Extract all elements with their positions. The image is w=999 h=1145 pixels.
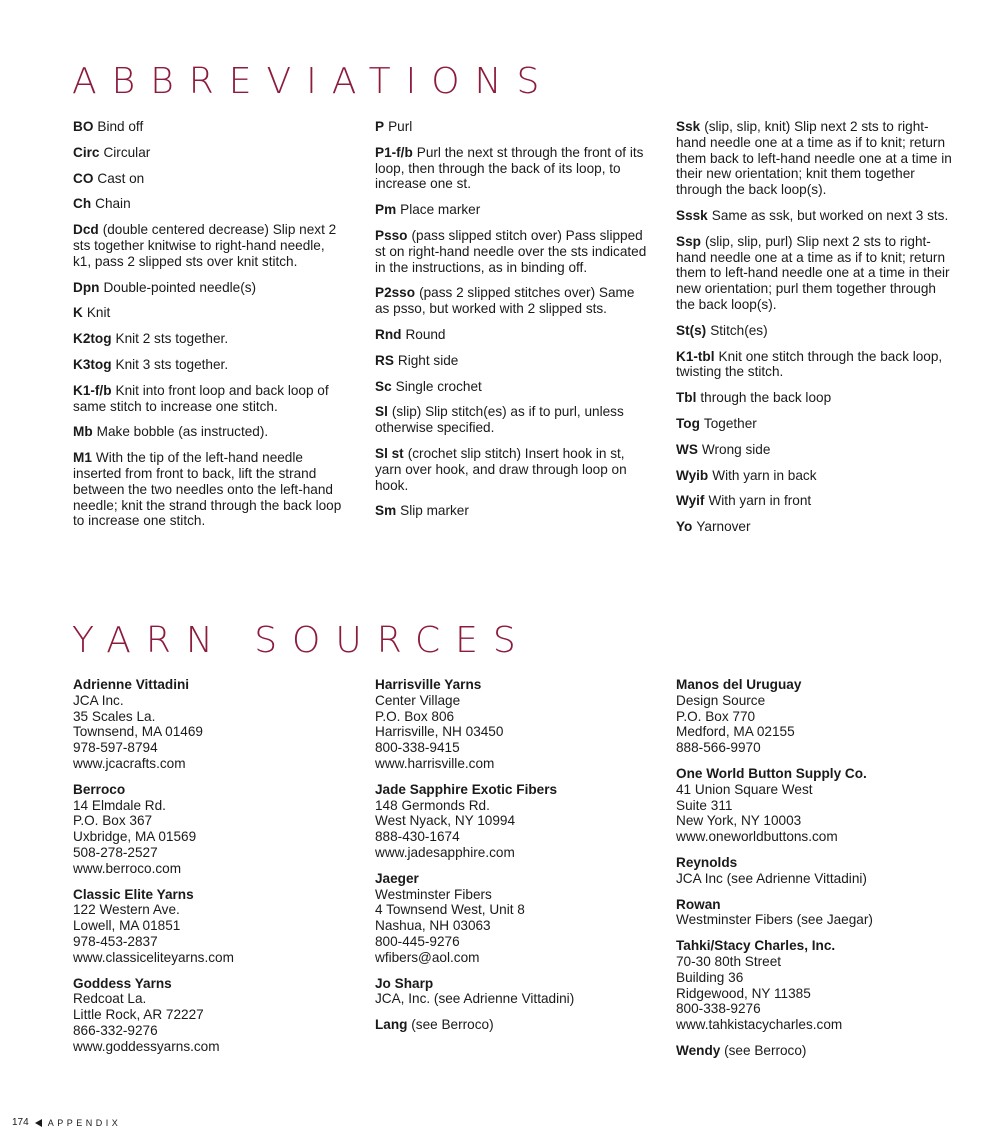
abbreviation-term: Dcd [73,222,99,238]
abbreviation-entry [676,493,956,509]
abbreviation-entry [73,450,343,529]
abbreviations-column-2 [375,119,650,529]
yarn-source-detail-line: www.jadesapphire.com [375,844,515,860]
yarn-source-title-line [676,1043,956,1059]
abbreviation-term: Wyib [676,467,709,483]
abbreviation-definition: (slip) Slip stitch(es) as if to purl, unless otherwise specified. [375,404,624,436]
abbreviations-column-1 [73,119,343,539]
abbreviation-entry [375,379,650,395]
yarn-source-detail-line: wfibers@aol.com [375,949,480,965]
yarn-source-title-line [375,782,650,798]
yarn-source-entry [375,976,650,1008]
yarn-sources-column-3 [676,677,956,1069]
yarn-source-entry [375,782,650,861]
yarn-source-entry [73,782,343,877]
abbreviation-definition: through the back loop [700,390,832,406]
yarn-source-detail-line: Building 36 [676,969,744,985]
abbreviation-entry [73,280,343,296]
yarn-source-detail-line: Little Rock, AR 72227 [73,1007,204,1023]
abbreviation-term: St(s) [676,322,707,338]
yarn-source-entry [73,677,343,772]
abbreviation-entry [73,145,343,161]
abbreviation-entry [375,228,650,275]
abbreviation-entry [375,503,650,519]
abbreviation-entry [375,353,650,369]
abbreviation-definition: Right side [397,352,459,368]
abbreviation-definition: Circular [103,144,151,160]
abbreviation-entry [676,208,956,224]
yarn-source-detail-line: Westminster Fibers (see Jaegar) [676,912,873,928]
yarn-source-name: Goddess Yarns [73,975,172,991]
yarn-source-detail-line: 888-566-9970 [676,740,761,756]
yarn-source-detail-line: 800-338-9415 [375,740,460,756]
abbreviation-definition: Knit 2 sts together. [115,331,229,347]
yarn-source-entry [73,887,343,966]
yarn-source-name: One World Button Supply Co. [676,765,867,781]
abbreviation-entry [73,222,343,269]
abbreviation-definition: Same as ssk, but worked on next 3 sts. [711,207,949,223]
yarn-source-detail-line: Center Village [375,692,461,708]
yarn-source-title-line [676,677,956,693]
abbreviation-definition: Knit one stitch through the back loop, twisting the stitch. [676,348,943,380]
abbreviation-definition: (slip, slip, knit) Slip next 2 sts to right-hand needle one at a time as if to knit; return them back to left-hand needle one at a time in their new orientation; knit them together through the back loop(s). [676,119,952,198]
yarn-source-detail-line: www.jcacrafts.com [73,755,186,771]
abbreviation-definition: Slip marker [400,503,469,519]
yarn-sources-column-1 [73,677,343,1065]
yarn-source-title-line [375,871,650,887]
yarn-source-entry [375,1017,650,1033]
abbreviation-entry [676,519,956,535]
yarn-source-detail-line: JCA Inc (see Adrienne Vittadini) [676,870,867,886]
yarn-source-detail-line: Lowell, MA 01851 [73,918,181,934]
yarn-source-detail-line: Medford, MA 02155 [676,724,795,740]
yarn-source-entry [676,766,956,845]
abbreviation-definition: With the tip of the left-hand needle inserted from front to back, lift the strand between the two needles onto the left-hand needle; knit the strand through the back loop to increase one stitch. [73,450,342,529]
abbreviation-entry [375,202,650,218]
abbreviation-term: K3tog [73,356,112,372]
abbreviation-entry [73,383,343,415]
abbreviation-term: P1-f/b [375,144,413,160]
abbreviation-term: Yo [676,519,693,535]
yarn-source-detail-line: Ridgewood, NY 11385 [676,985,811,1001]
yarn-source-name: Tahki/Stacy Charles, Inc. [676,938,836,954]
left-arrow-icon [35,1119,42,1127]
abbreviation-term: Ssk [676,119,701,134]
yarn-source-detail-line: Harrisville, NH 03450 [375,724,504,740]
yarn-source-title-line [375,677,650,693]
yarn-source-title-line [676,766,956,782]
abbreviation-term: RS [375,352,394,368]
abbreviation-entry [73,196,343,212]
page-number: 174 [12,1117,29,1128]
yarn-source-detail-line: Design Source [676,692,766,708]
abbreviations-heading: ABBREVIATIONS [72,61,555,102]
abbreviation-entry [676,234,956,313]
yarn-source-detail-line: www.oneworldbuttons.com [676,829,838,845]
yarn-source-detail-line: Westminster Fibers [375,886,492,902]
yarn-source-title-line [375,1017,650,1033]
yarn-source-entry [375,871,650,966]
abbreviation-term: Sl [375,404,388,420]
yarn-source-name: Manos del Uruguay [676,677,802,692]
yarn-source-name: Lang [375,1017,408,1033]
yarn-source-title-line [73,677,343,693]
abbreviation-definition: Round [405,326,446,342]
abbreviation-term: Sl st [375,445,404,461]
abbreviation-term: WS [676,441,698,457]
abbreviation-entry [73,357,343,373]
abbreviation-term: Wyif [676,493,705,509]
yarn-source-detail-line: 41 Union Square West [676,781,813,797]
abbreviation-entry [73,119,343,135]
yarn-source-entry [676,897,956,929]
abbreviation-term: Circ [73,144,100,160]
yarn-source-title-line [676,938,956,954]
yarn-source-name: Jaeger [375,870,419,886]
abbreviation-term: Tbl [676,390,697,406]
abbreviation-definition: Knit 3 sts together. [115,356,229,372]
yarn-source-detail-line: JCA Inc. [73,692,124,708]
abbreviation-entry [375,119,650,135]
abbreviation-term: Rnd [375,326,402,342]
abbreviation-term: Tog [676,415,700,431]
abbreviation-definition: Make bobble (as instructed). [96,424,269,440]
abbreviation-term: Dpn [73,279,100,295]
yarn-source-detail-line: 978-597-8794 [73,740,158,756]
abbreviation-entry [676,323,956,339]
yarn-source-detail-line: Townsend, MA 01469 [73,724,203,740]
yarn-source-detail-line: 888-430-1674 [375,829,460,845]
yarn-source-detail-line: 800-445-9276 [375,933,460,949]
yarn-source-name: Classic Elite Yarns [73,886,194,902]
yarn-source-name: Rowan [676,896,721,912]
abbreviation-definition: (double centered decrease) Slip next 2 sts together knitwise to right-hand needle, k1, pass 2 slipped sts over knit stitch. [73,222,337,269]
yarn-source-detail-line: 122 Western Ave. [73,902,180,918]
yarn-source-detail-line: 148 Germonds Rd. [375,797,490,813]
abbreviation-definition: Cast on [97,170,145,186]
yarn-source-detail-line: 14 Elmdale Rd. [73,797,166,813]
yarn-source-detail-line: Uxbridge, MA 01569 [73,829,197,845]
abbreviations-column-3 [676,119,956,545]
yarn-source-name: Jade Sapphire Exotic Fibers [375,781,558,797]
abbreviation-term: BO [73,119,94,134]
yarn-source-detail-line: www.classiceliteyarns.com [73,949,234,965]
abbreviation-definition: (slip, slip, purl) Slip next 2 sts to right-hand needle one at a time as if to knit; return them to left-hand needle one at a time in their new orientation; purl them together through the back loop(s). [676,233,950,312]
abbreviation-definition: Place marker [400,202,481,218]
abbreviation-entry [375,327,650,343]
abbreviation-definition: Single crochet [395,378,482,394]
abbreviation-term: Ssp [676,233,701,249]
abbreviation-definition: Knit [86,305,111,321]
abbreviation-term: P2sso [375,285,416,301]
yarn-source-title-line [73,976,343,992]
abbreviation-entry [73,305,343,321]
yarn-source-detail-line: www.tahkistacycharles.com [676,1017,843,1033]
yarn-source-name: Berroco [73,781,126,797]
abbreviation-entry [676,416,956,432]
abbreviation-definition: Double-pointed needle(s) [103,279,257,295]
yarn-source-detail-line: 508-278-2527 [73,844,158,860]
yarn-source-note: (see Berroco) [724,1042,807,1058]
abbreviation-entry [676,119,956,198]
abbreviation-term: P [375,119,385,134]
yarn-source-detail-line: www.goddessyarns.com [73,1038,220,1054]
yarn-source-title-line [73,782,343,798]
abbreviation-definition: Chain [95,196,131,212]
abbreviation-definition: Knit into front loop and back loop of same stitch to increase one stitch. [73,382,329,414]
abbreviation-term: K1-tbl [676,348,715,364]
yarn-source-detail-line: P.O. Box 806 [375,708,455,724]
abbreviation-definition: With yarn in back [712,467,817,483]
abbreviation-definition: Yarnover [696,519,751,535]
abbreviation-definition: (pass slipped stitch over) Pass slipped st on right-hand needle over the sts indicated in the instructions, as in binding off. [375,227,647,275]
abbreviation-term: K1-f/b [73,382,112,398]
abbreviation-definition: Wrong side [701,441,771,457]
abbreviation-entry [73,424,343,440]
abbreviation-entry [73,331,343,347]
yarn-source-title-line [676,897,956,913]
abbreviation-entry [676,349,956,381]
abbreviation-definition: Stitch(es) [710,322,768,338]
abbreviation-term: Psso [375,227,408,243]
abbreviation-entry [676,442,956,458]
yarn-source-detail-line: www.harrisville.com [375,755,495,771]
page-footer [12,1117,121,1128]
yarn-source-detail-line: West Nyack, NY 10994 [375,813,516,829]
yarn-source-name: Reynolds [676,854,738,870]
yarn-source-name: Jo Sharp [375,975,434,991]
yarn-source-name: Harrisville Yarns [375,677,482,692]
yarn-sources-column-2 [375,677,650,1043]
yarn-source-detail-line: 35 Scales La. [73,708,156,724]
yarn-source-detail-line: 978-453-2837 [73,933,158,949]
yarn-source-detail-line: New York, NY 10003 [676,813,802,829]
yarn-source-entry [73,976,343,1055]
abbreviation-term: Ch [73,196,92,212]
abbreviation-definition: Bind off [97,119,144,134]
yarn-source-detail-line: 800-338-9276 [676,1001,761,1017]
yarn-source-entry [676,938,956,1033]
yarn-source-entry [676,677,956,756]
abbreviation-definition: Purl the next st through the front of its loop, then through the back of its loop, to increase one st. [375,144,644,192]
yarn-source-name: Wendy [676,1042,721,1058]
yarn-source-detail-line: P.O. Box 367 [73,813,153,829]
abbreviation-term: K [73,305,83,321]
yarn-source-detail-line: Nashua, NH 03063 [375,918,491,934]
abbreviation-term: Sm [375,503,397,519]
abbreviation-term: CO [73,170,94,186]
abbreviation-entry [375,446,650,493]
yarn-source-name: Adrienne Vittadini [73,677,190,692]
abbreviation-term: M1 [73,450,92,466]
yarn-source-entry [676,1043,956,1059]
abbreviation-term: Sc [375,378,392,394]
abbreviation-entry [375,285,650,317]
abbreviation-definition: (pass 2 slipped stitches over) Same as psso, but worked with 2 slipped sts. [375,285,635,317]
footer-section-label: APPENDIX [47,1117,122,1128]
abbreviation-definition: (crochet slip stitch) Insert hook in st, yarn over hook, and draw through loop on hook. [375,445,627,493]
abbreviation-term: Mb [73,424,93,440]
yarn-source-entry [676,855,956,887]
abbreviation-entry [375,145,650,192]
yarn-source-detail-line: 866-332-9276 [73,1022,158,1038]
yarn-source-detail-line: 4 Townsend West, Unit 8 [375,902,525,918]
abbreviation-entry [676,390,956,406]
yarn-source-title-line [375,976,650,992]
abbreviation-term: Pm [375,202,397,218]
yarn-source-detail-line: Redcoat La. [73,991,147,1007]
yarn-source-detail-line: 70-30 80th Street [676,953,782,969]
abbreviation-entry [73,171,343,187]
yarn-source-title-line [676,855,956,871]
yarn-source-title-line [73,887,343,903]
yarn-source-detail-line: P.O. Box 770 [676,708,756,724]
abbreviation-definition: Together [703,415,757,431]
abbreviation-definition: Purl [388,119,413,134]
abbreviation-entry [676,468,956,484]
abbreviation-term: Sssk [676,207,708,223]
yarn-source-detail-line: Suite 311 [676,797,733,813]
yarn-source-detail-line: www.berroco.com [73,860,182,876]
yarn-source-entry [375,677,650,772]
yarn-sources-heading: YARN SOURCES [72,620,531,661]
yarn-source-detail-line: JCA, Inc. (see Adrienne Vittadini) [375,991,575,1007]
abbreviation-definition: With yarn in front [708,493,812,509]
abbreviation-term: K2tog [73,331,112,347]
yarn-source-note: (see Berroco) [411,1017,494,1033]
abbreviation-entry [375,404,650,436]
